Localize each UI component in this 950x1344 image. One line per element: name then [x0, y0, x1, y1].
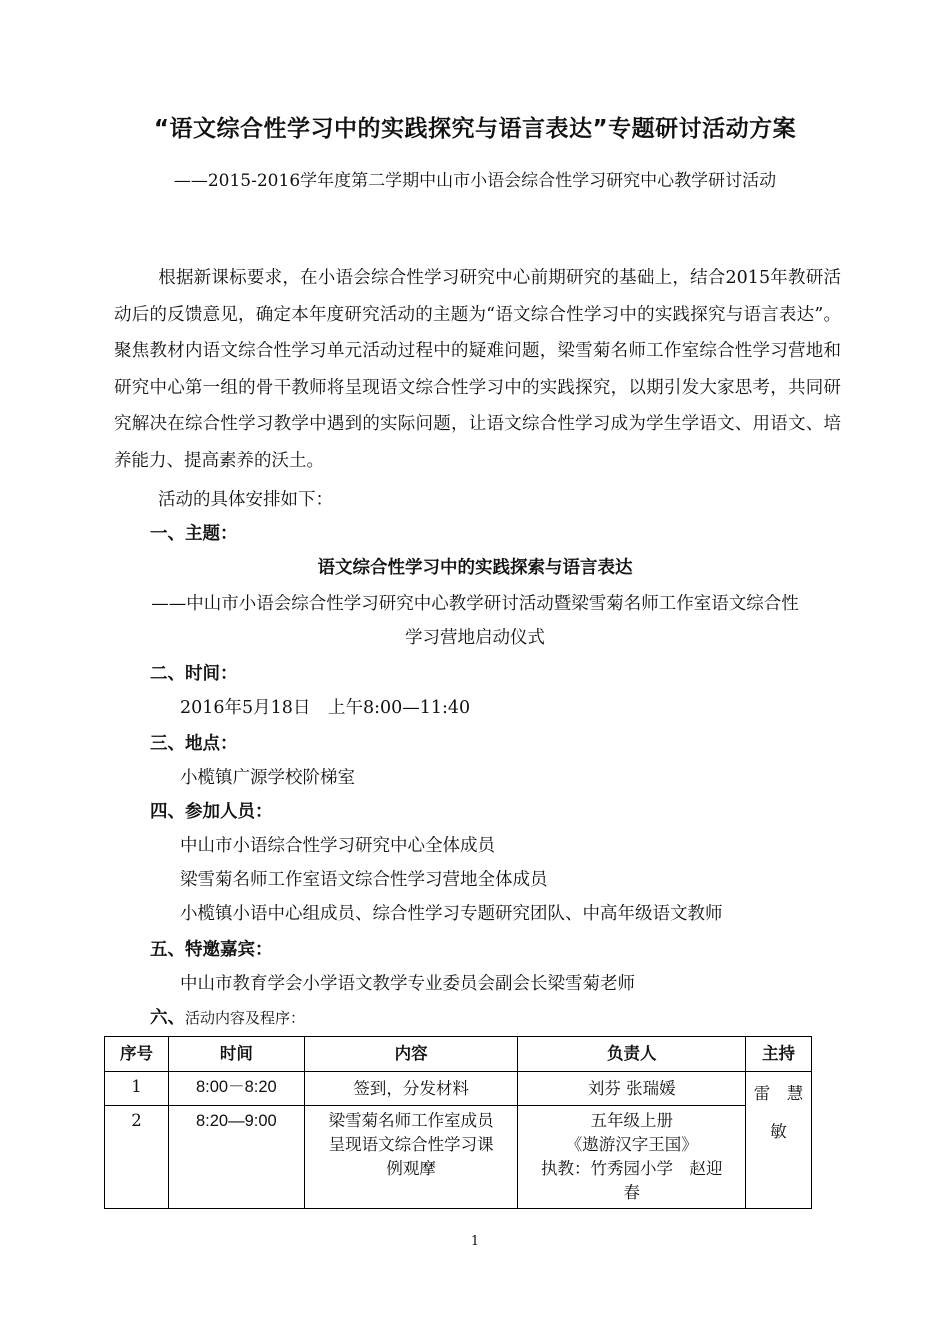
- header-host: 主持: [746, 1037, 812, 1072]
- host-line: 敏: [770, 1122, 787, 1141]
- table-row: [105, 1106, 812, 1209]
- person-line: 五年级上册: [590, 1111, 673, 1130]
- theme-sub-line2: 学习营地启动仪式: [405, 628, 545, 648]
- table-row: [105, 1072, 812, 1106]
- intro-paragraph: [114, 260, 841, 479]
- page-number: 1: [470, 1234, 480, 1249]
- table-header-row: [105, 1037, 812, 1072]
- place-heading: 三、地点：: [150, 734, 238, 754]
- host-line: 雷 慧: [753, 1084, 804, 1103]
- participants-heading: 四、参加人员：: [150, 802, 273, 822]
- program-heading-prefix: 六、: [150, 1008, 185, 1028]
- guests-heading: 五、特邀嘉宾：: [150, 940, 273, 960]
- cell-time: 8:00－8:20: [168, 1072, 304, 1106]
- place-value: 小榄镇广源学校阶梯室: [180, 768, 355, 788]
- cell-host: [746, 1072, 812, 1209]
- schedule-table: [104, 1036, 812, 1209]
- person-line: 春: [623, 1183, 640, 1202]
- cell-content: [304, 1106, 518, 1209]
- person-line: 《遨游汉字王国》: [565, 1135, 698, 1154]
- intro-text: 根据新课标要求，在小语会综合性学习研究中心前期研究的基础上，结合2015年教研活动后的反馈意见，确定本年度研究活动的主题为“语文综合性学习中的实践探究与语言表达”。聚焦教材内语文综合性学习单元活动过程中的疑难问题，梁雪菊名师工作室综合性学习营地和研究中心第一组的骨干教师将呈现语文综合性学习中的实践探究，以期引发大家思考，共同研究解决在综合性学习教学中遇到的实际问题，让语文综合性学习成为学生学语文、用语文、培养能力、提高素养的沃土。: [114, 268, 841, 471]
- cell-time: 8:20—9:00: [168, 1106, 304, 1209]
- content-line: 梁雪菊名师工作室成员: [328, 1111, 494, 1130]
- header-person: 负责人: [518, 1037, 746, 1072]
- header-content: 内容: [304, 1037, 518, 1072]
- content-line: 呈现语文综合性学习课: [328, 1135, 494, 1154]
- page-title: “语文综合性学习中的实践探究与语言表达”专题研讨活动方案: [153, 116, 797, 142]
- cell-person: 刘芬 张瑞媛: [518, 1072, 746, 1106]
- program-heading: [150, 1004, 305, 1029]
- participant-item: 中山市小语综合性学习研究中心全体成员: [180, 836, 495, 856]
- time-value: 2016年5月18日 上午8:00—11:40: [180, 698, 471, 718]
- theme-heading: 一、主题：: [150, 524, 238, 544]
- cell-person: [518, 1106, 746, 1209]
- cell-no: 1: [105, 1072, 169, 1106]
- time-heading: 二、时间：: [150, 664, 238, 684]
- participant-item: 小榄镇小语中心组成员、综合性学习专题研究团队、中高年级语文教师: [180, 904, 723, 924]
- program-heading-text: 活动内容及程序：: [185, 1009, 306, 1027]
- theme-sub-line1: ——中山市小语会综合性学习研究中心教学研讨活动暨梁雪菊名师工作室语文综合性: [151, 594, 799, 614]
- cell-no: 2: [105, 1106, 169, 1209]
- arrangement-intro: 活动的具体安排如下：: [158, 490, 333, 510]
- participant-item: 梁雪菊名师工作室语文综合性学习营地全体成员: [180, 870, 548, 890]
- theme-main: 语文综合性学习中的实践探索与语言表达: [317, 558, 633, 578]
- header-time: 时间: [168, 1037, 304, 1072]
- content-line: 例观摩: [386, 1159, 436, 1178]
- cell-content: 签到，分发材料: [304, 1072, 518, 1106]
- guests-value: 中山市教育学会小学语文教学专业委员会副会长梁雪菊老师: [180, 974, 635, 994]
- page-subtitle: ——2015-2016学年度第二学期中山市小语会综合性学习研究中心教学研讨活动: [173, 171, 777, 191]
- header-no: 序号: [105, 1037, 169, 1072]
- person-line: 执教：竹秀园小学 赵迎: [540, 1159, 723, 1178]
